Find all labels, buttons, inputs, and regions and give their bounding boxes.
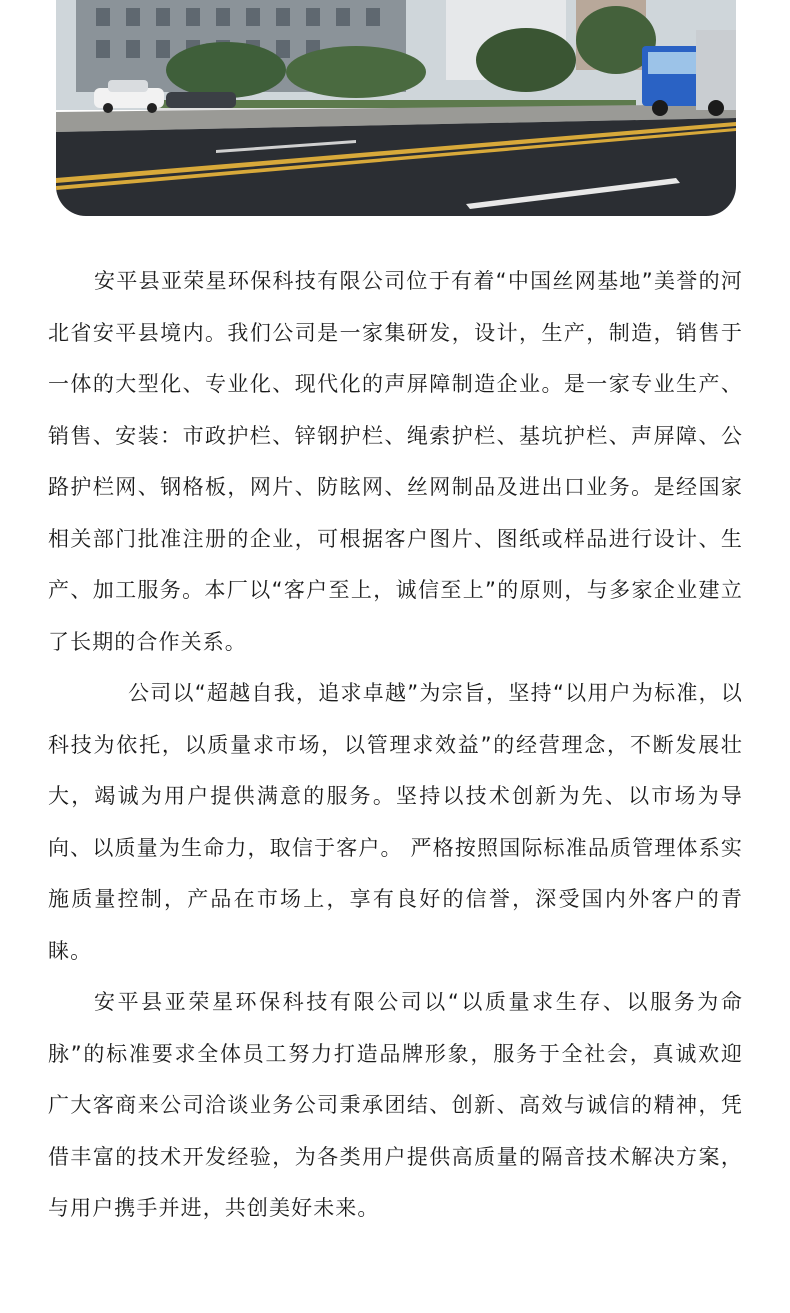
intro-paragraph-1: 安平县亚荣星环保科技有限公司位于有着“中国丝网基地”美誉的河北省安平县境内。我们公司是一家集研发，设计，生产，制造，销售于一体的大型化、专业化、现代化的声屏障制造企业。是一家专业生产、销售、安装：市政护栏、锌钢护栏、绳索护栏、基坑护栏、声屏障、公路护栏网、钢格板，网片、防眩网、丝网制品及进出口业务。是经国家相关部门批准注册的企业，可根据客户图片、图纸或样品进行设计、生产、加工服务。本厂以“客户至上，诚信至上”的原则，与多家企业建立了长期的合作关系。 bbox=[48, 269, 743, 654]
intro-paragraph-3: 安平县亚荣星环保科技有限公司以“以质量求生存、以服务为命脉”的标准要求全体员工努力打造品牌形象，服务于全社会，真诚欢迎广大客商来公司洽谈业务公司秉承团结、创新、高效与诚信的精神，凭借丰富的技术开发经验，为各类用户提供高质量的隔音技术解决方案，与用户携手并进，共创美好未来。 bbox=[48, 990, 743, 1220]
hero-street-photo bbox=[56, 0, 736, 216]
street-illustration bbox=[56, 0, 736, 216]
company-intro-article bbox=[48, 256, 743, 1235]
intro-paragraph-2: 公司以“超越自我，追求卓越”为宗旨，坚持“以用户为标准，以科技为依托，以质量求市场，以管理求效益”的经营理念，不断发展壮大，竭诚为用户提供满意的服务。坚持以技术创新为先、以市场为导向、以质量为生命力，取信于客户。 严格按照国际标准品质管理体系实施质量控制，产品在市场上，享有良好的信誉，深受国内外客户的青睐。 bbox=[48, 681, 743, 963]
